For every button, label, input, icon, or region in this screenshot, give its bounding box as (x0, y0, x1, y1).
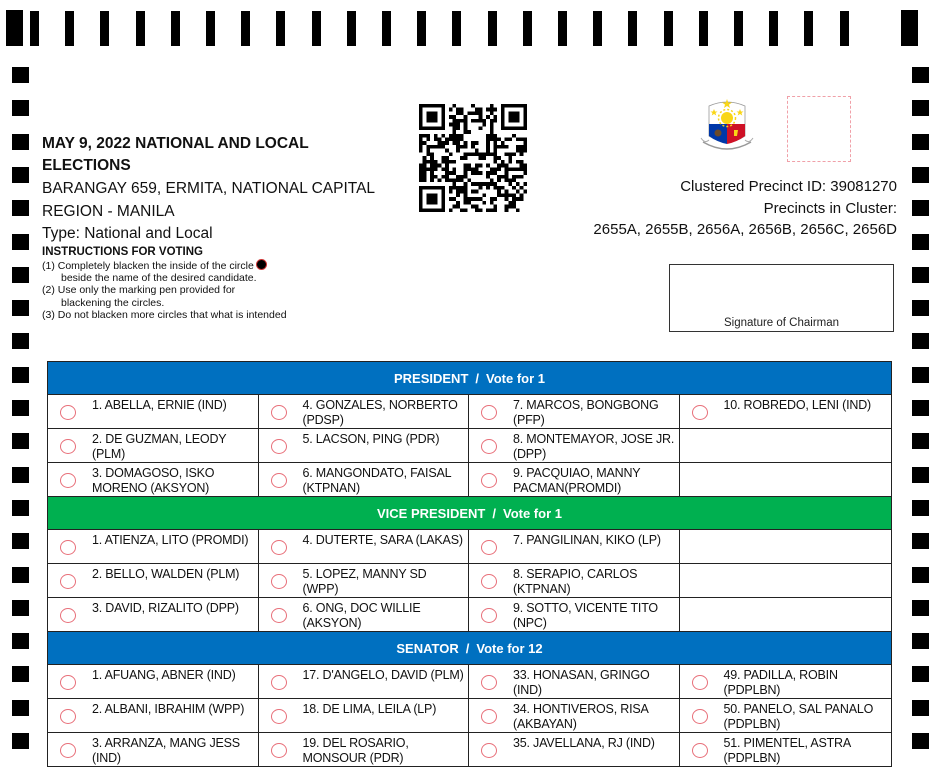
vote-oval[interactable] (481, 743, 497, 758)
top-timing-marks (6, 10, 932, 46)
precincts-in-cluster-label: Precincts in Cluster: (763, 199, 897, 217)
vote-oval[interactable] (481, 540, 497, 555)
candidate-name: 35. JAVELLANA, RJ (IND) (513, 736, 655, 750)
vote-oval[interactable] (271, 743, 287, 758)
candidate-name: 3. ARRANZA, MANG JESS (IND) (92, 736, 240, 765)
vote-oval[interactable] (271, 709, 287, 724)
vote-oval[interactable] (60, 574, 76, 589)
candidate-cell (680, 395, 892, 428)
candidate-name: 17. D'ANGELO, DAVID (PLM) (302, 668, 464, 682)
candidate-name: 9. SOTTO, VICENTE TITO (NPC) (513, 601, 658, 630)
vote-oval[interactable] (60, 675, 76, 690)
candidate-name: 49. PADILLA, ROBIN (PDPLBN) (723, 668, 838, 697)
ballot-row (48, 665, 891, 699)
candidate-name: 2. DE GUZMAN, LEODY (PLM) (92, 432, 227, 461)
section-header-president: PRESIDENT / Vote for 1 (48, 362, 891, 395)
vote-oval[interactable] (60, 473, 76, 488)
candidate-name: 6. ONG, DOC WILLIE (AKSYON) (302, 601, 421, 630)
candidate-name: 8. MONTEMAYOR, JOSE JR. (DPP) (513, 432, 675, 461)
candidate-name: 2. BELLO, WALDEN (PLM) (92, 567, 240, 581)
candidate-cell (259, 733, 470, 766)
candidate-name: 3. DOMAGOSO, ISKO MORENO (AKSYON) (92, 466, 215, 495)
ballot-row (48, 429, 891, 463)
candidate-cell (680, 699, 892, 732)
ballot-row (48, 530, 891, 564)
candidate-cell (469, 733, 680, 766)
qr-code-icon (417, 104, 529, 212)
candidate-name: 34. HONTIVEROS, RISA (AKBAYAN) (513, 702, 648, 731)
ballot-row (48, 564, 891, 598)
vote-oval[interactable] (271, 608, 287, 623)
instruction-2-continuation: blackening the circles. (61, 296, 165, 309)
vote-oval[interactable] (692, 405, 708, 420)
vote-oval[interactable] (481, 473, 497, 488)
candidate-cell (48, 665, 259, 698)
vote-oval[interactable] (481, 439, 497, 454)
vote-oval[interactable] (271, 439, 287, 454)
candidate-name: 1. ATIENZA, LITO (PROMDI) (92, 533, 249, 547)
precinct-info (593, 176, 897, 241)
ballot-table (47, 361, 892, 767)
candidate-name: 19. DEL ROSARIO, MONSOUR (PDR) (302, 736, 409, 765)
instructions-list (42, 259, 402, 321)
candidate-name: 8. SERAPIO, CARLOS (KTPNAN) (513, 567, 638, 596)
ballot-row (48, 463, 891, 496)
vote-oval[interactable] (271, 574, 287, 589)
vote-oval[interactable] (60, 540, 76, 555)
candidate-cell (469, 699, 680, 732)
candidate-cell (48, 733, 259, 766)
section-vote-for: Vote for 1 (486, 370, 546, 386)
section-header-vice-president: VICE PRESIDENT / Vote for 1 (48, 496, 891, 530)
candidate-cell (259, 598, 470, 631)
instruction-item-1 (42, 259, 402, 284)
vote-oval[interactable] (692, 675, 708, 690)
filled-circle-icon (256, 259, 267, 270)
candidate-cell (48, 598, 259, 631)
candidate-cell (259, 665, 470, 698)
section-header-senator: SENATOR / Vote for 12 (48, 631, 891, 665)
vote-oval[interactable] (271, 473, 287, 488)
candidate-name: 9. PACQUIAO, MANNY PACMAN(PROMDI) (513, 466, 641, 495)
precincts-in-cluster-list: 2655A, 2655B, 2656A, 2656B, 2656C, 2656D (593, 221, 897, 238)
vote-oval[interactable] (481, 574, 497, 589)
vote-oval[interactable] (60, 743, 76, 758)
candidate-cell (469, 429, 680, 462)
section-vote-for: Vote for 12 (476, 640, 543, 656)
section-position: PRESIDENT (393, 370, 469, 386)
candidate-name: 2. ALBANI, IBRAHIM (WPP) (92, 702, 245, 716)
candidate-name: 1. ABELLA, ERNIE (IND) (92, 398, 227, 412)
candidate-cell (259, 530, 470, 563)
vote-oval[interactable] (60, 709, 76, 724)
signature-label: Signature of Chairman (723, 317, 840, 329)
election-header (42, 133, 402, 321)
vote-oval[interactable] (271, 675, 287, 690)
candidate-cell (469, 564, 680, 597)
vote-oval[interactable] (481, 675, 497, 690)
candidate-cell (469, 463, 680, 496)
instruction-1-text: (1) Completely blacken the inside of the circle (42, 260, 254, 272)
candidate-cell (259, 395, 470, 428)
candidate-cell (48, 463, 259, 496)
chairman-signature-box (669, 264, 894, 332)
candidate-name: 4. DUTERTE, SARA (LAKAS) (302, 533, 463, 547)
vote-oval[interactable] (692, 709, 708, 724)
candidate-cell (469, 530, 680, 563)
candidate-cell (48, 429, 259, 462)
candidate-cell (259, 463, 470, 496)
vote-oval[interactable] (60, 405, 76, 420)
candidate-cell (48, 530, 259, 563)
vote-oval[interactable] (692, 743, 708, 758)
instruction-item-3 (42, 309, 402, 321)
instruction-2-text: (2) Use only the marking pen provided for (42, 284, 236, 297)
election-title-line1: MAY 9, 2022 NATIONAL AND LOCAL (42, 135, 309, 152)
candidate-cell (48, 564, 259, 597)
instruction-1-continuation: beside the name of the desired candidate. (61, 272, 257, 285)
candidate-name: 18. DE LIMA, LEILA (LP) (302, 702, 437, 716)
candidate-cell (469, 598, 680, 631)
candidate-name: 5. LACSON, PING (PDR) (302, 432, 440, 446)
candidate-name: 6. MANGONDATO, FAISAL (KTPNAN) (302, 466, 451, 495)
ballot-row (48, 699, 891, 733)
vote-oval[interactable] (481, 709, 497, 724)
candidate-cell (259, 429, 470, 462)
candidate-cell (680, 665, 892, 698)
section-position: SENATOR (396, 640, 459, 656)
candidate-cell (259, 699, 470, 732)
ballot-row (48, 733, 891, 766)
candidate-cell (469, 395, 680, 428)
vote-oval[interactable] (60, 439, 76, 454)
philippine-coat-of-arms-icon (697, 96, 757, 158)
empty-cell (680, 463, 892, 496)
ballot-type: Type: National and Local (42, 225, 213, 242)
section-vote-for: Vote for 1 (502, 505, 562, 521)
vote-oval[interactable] (481, 608, 497, 623)
candidate-name: 5. LOPEZ, MANNY SD (WPP) (302, 567, 427, 596)
candidate-name: 3. DAVID, RIZALITO (DPP) (92, 601, 239, 615)
candidate-name: 1. AFUANG, ABNER (IND) (92, 668, 236, 682)
location-line1: BARANGAY 659, ERMITA, NATIONAL CAPITAL (42, 180, 376, 197)
empty-cell (680, 429, 892, 462)
candidate-cell (469, 665, 680, 698)
candidate-name: 51. PIMENTEL, ASTRA (PDPLBN) (723, 736, 851, 765)
empty-cell (680, 598, 892, 631)
candidate-name: 4. GONZALES, NORBERTO (PDSP) (302, 398, 458, 427)
candidate-cell (680, 733, 892, 766)
instruction-3-text: (3) Do not blacken more circles that what is intended (42, 308, 287, 321)
clustered-precinct-id: Clustered Precinct ID: 39081270 (680, 178, 897, 195)
candidate-cell (259, 564, 470, 597)
empty-cell (680, 564, 892, 597)
vote-oval[interactable] (481, 405, 497, 420)
ballot-row (48, 395, 891, 429)
instructions-title: INSTRUCTIONS FOR VOTING (42, 246, 203, 258)
ballot-row (48, 598, 891, 631)
candidate-name: 50. PANELO, SAL PANALO (PDPLBN) (723, 702, 874, 731)
location-line2: REGION - MANILA (42, 203, 175, 220)
candidate-name: 10. ROBREDO, LENI (IND) (723, 398, 872, 412)
stamp-area (787, 96, 851, 162)
vote-oval[interactable] (60, 608, 76, 623)
candidate-name: 33. HONASAN, GRINGO (IND) (513, 668, 650, 697)
election-title-line2: ELECTIONS (42, 157, 131, 174)
candidate-cell (48, 699, 259, 732)
vote-oval[interactable] (271, 540, 287, 555)
vote-oval[interactable] (271, 405, 287, 420)
candidate-name: 7. PANGILINAN, KIKO (LP) (513, 533, 661, 547)
candidate-name: 7. MARCOS, BONGBONG (PFP) (513, 398, 659, 427)
section-position: VICE PRESIDENT (377, 505, 486, 521)
empty-cell (680, 530, 892, 563)
instruction-item-2 (42, 284, 402, 308)
candidate-cell (48, 395, 259, 428)
